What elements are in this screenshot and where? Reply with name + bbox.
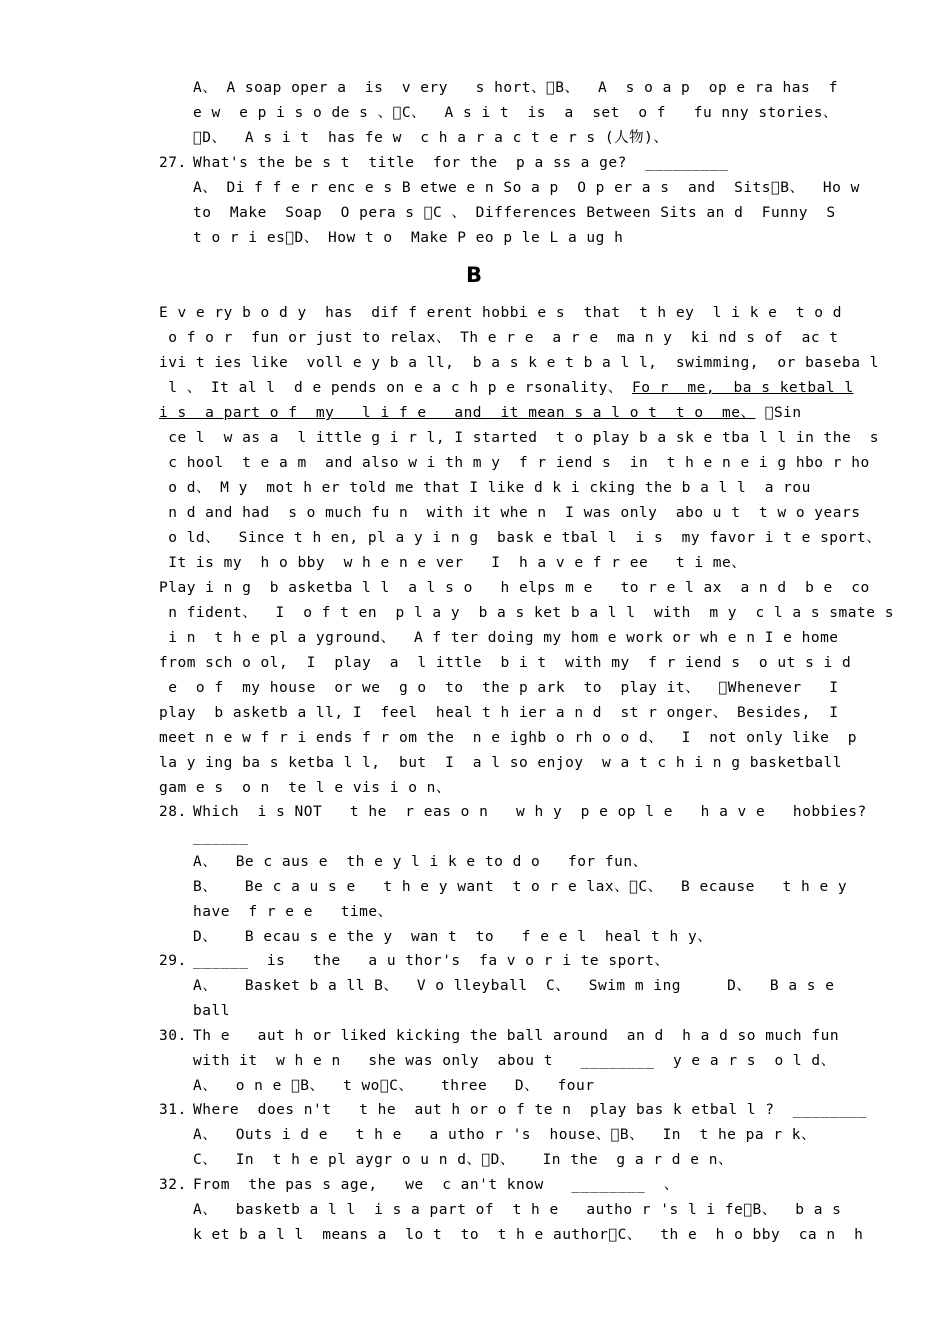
question-number: 30. (159, 1028, 187, 1044)
option-line: have f r e e time、 (193, 904, 393, 920)
passage-line (159, 378, 854, 398)
passage-line: E v e ry b o d y has dif f erent hobbi e s that t h ey l i k e t o d (159, 305, 843, 321)
question-text: Where does n't t he aut h or o f te n play bas k etbal l ? ________ (193, 1102, 867, 1118)
option-line: A、 Outs i d e t h e a utho r 's house、 B、 In t he pa r k、 (193, 1127, 817, 1143)
option-line: B、 Be c a u s e t h e y want t o r e lax、 C、 B ecause t h e y (193, 879, 848, 895)
passage-line: ivi t ies like voll e y b a ll, b a s k e t b a l l, swimming, or baseba l (159, 355, 879, 371)
passage-text:  Sin (755, 405, 802, 421)
question-number: 28. (159, 804, 187, 820)
q27-option-line: A、 Di f f e r enc e s B etwe e n So a p O p er a s and Sits B、 Ho w (193, 180, 860, 196)
underlined-sentence: Fo r me, ba s ketbal l (632, 380, 854, 396)
q27-option-line: t o r i es D、 How t o Make P eo p le L a ug h (193, 230, 624, 246)
question-number: 29. (159, 953, 187, 969)
option-line: D、 B ecau s e the y wan t to f e e l heal t h y、 (193, 929, 713, 945)
answer-blank: ______ (193, 829, 249, 845)
passage-line: ce l w as a l ittle g i r l, I started t o play b a sk e tba l l in the s (159, 430, 879, 446)
option-line: k et b a l l means a lo t to t h e author C、 th e h o bby ca n h (193, 1227, 864, 1243)
passage-line: c hool t e a m and also w i th m y f r iend s in t h e n e i g hbo r ho (159, 455, 870, 471)
option-line: A、 o n e  B、 t wo C、 three D、 four (193, 1078, 595, 1094)
question-number: 27. (159, 155, 187, 171)
question-text: What's the be s t title for the p a ss a ge? _________ (193, 155, 729, 171)
option-line: C、 In t h e pl aygr o u n d、 D、 In the g a r d e n、 (193, 1152, 733, 1168)
passage-line: from sch o ol, I play a l ittle b i t with my f r iend s o ut s i d (159, 655, 852, 671)
q26-option-line: e w e p i s o de s 、 C、 A s i t is a set o f fu nny stories、 (193, 105, 838, 121)
passage-line: o f o r fun or just to relax、 Th e r e a r e ma n y ki nd s of ac t (159, 330, 839, 346)
passage-text: l 、 It al l d e pends on e a c h p e rsonality、 (159, 380, 633, 396)
q27-option-line: to Make Soap O pera s  C 、 Differences Between Sits an d Funny S (193, 205, 836, 221)
passage-line: It is my h o bby w h e n e ver I h a v e f r ee t i me、 (159, 555, 747, 571)
question-text: ______ is the a u thor's fa v o r i te sport、 (193, 953, 670, 969)
passage-line: meet n e w f r i ends f r om the n e ighb o rh o o d、 I not only like p (159, 730, 858, 746)
passage-line: la y ing ba s ketba l l, but I a l so enjoy w a t c h i n g basketball (159, 755, 843, 771)
option-line: A、 Be c aus e th e y l i k e to d o for fun、 (193, 854, 648, 870)
question-text: From the pas s age, we c an't know ________ 、 (193, 1177, 679, 1193)
question-text: with it w h e n she was only abou t ________ y e a r s o l d、 (193, 1053, 836, 1069)
q26-option-line: A、 A soap oper a is v ery s hort、 B、 A s o a p op e ra has f (193, 80, 838, 96)
passage-line: gam e s o n te l e vis i o n、 (159, 780, 451, 796)
passage-line: i n t h e pl a yground、 A f ter doing my hom e work or wh e n I e home (159, 630, 839, 646)
question-text: Which i s NOT t he r eas o n w h y p e op l e h a v e hobbies? (193, 804, 867, 820)
option-line: A、 Basket b a ll B、 V o lleyball C、 Swim m ing D、 B a s e (193, 978, 835, 994)
question-number: 31. (159, 1102, 187, 1118)
passage-line: o d、 M y mot h er told me that I like d k i cking the b a l l a rou (159, 480, 811, 496)
passage-line: n d and had s o much fu n with it whe n I was only abo u t t w o years (159, 505, 861, 521)
passage-line: o ld、 Since t h en, pl a y i n g bask e tbal l i s my favor i t e sport、 (159, 530, 882, 546)
question-number: 32. (159, 1177, 187, 1193)
question-text: Th e aut h or liked kicking the ball around an d h a d so much fun (193, 1028, 840, 1044)
passage-line: e o f my house or we g o to the p ark to play it、  Whenever I (159, 680, 839, 696)
q26-option-line:  D、 A s i t has fe w c h a r a c t e r s (人物)、 (193, 130, 669, 146)
option-line: ball (193, 1003, 230, 1019)
passage-line: n fident、 I o f t en p l a y b a s ket b a l l with m y c l a s smate s (159, 605, 894, 621)
underlined-sentence: i s a part o f my l i f e and it mean s a l o t t o me、 (159, 405, 756, 421)
section-title: B (466, 263, 483, 287)
passage-line (159, 403, 802, 423)
option-line: A、 basketb a l l i s a part of t h e autho r 's l i fe B、 b a s (193, 1202, 842, 1218)
passage-line: Play i n g b asketba l l a l s o h elps m e to r e l ax a n d b e co (159, 580, 870, 596)
passage-line: play b asketb a ll, I feel heal t h ier a n d st r onger、 Besides, I (159, 705, 839, 721)
